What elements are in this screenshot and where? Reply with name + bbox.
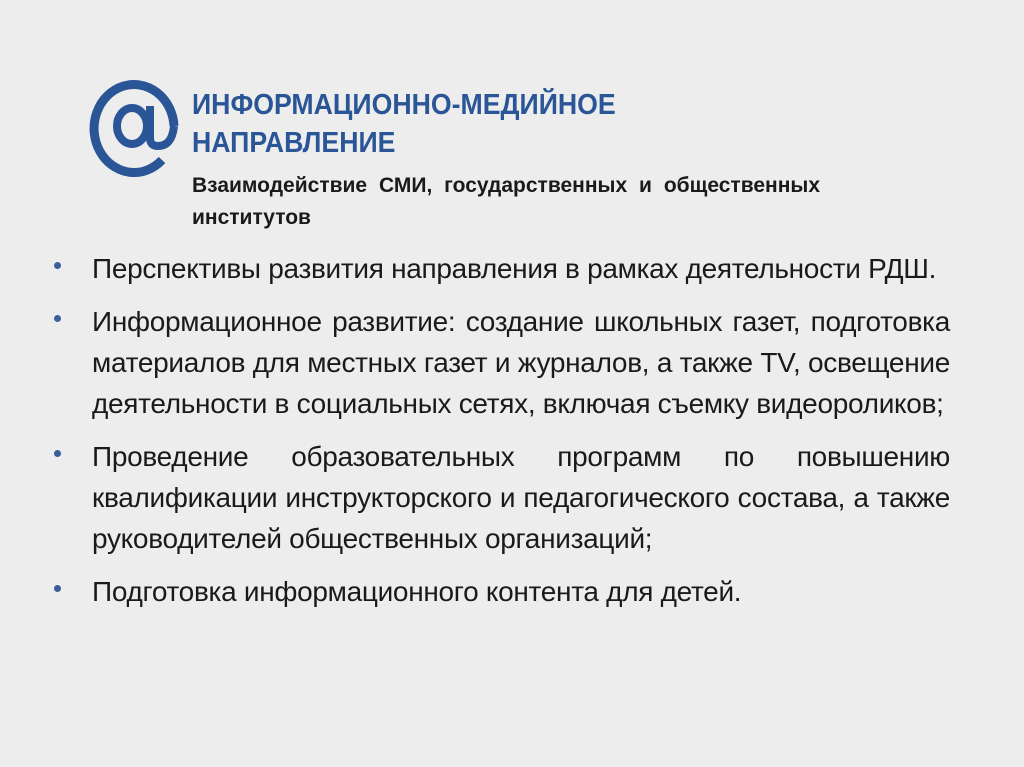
bullet-dot-icon [54, 262, 61, 269]
at-sign-icon [88, 70, 180, 178]
bullet-dot-icon [54, 315, 61, 322]
bullet-dot-icon [54, 585, 61, 592]
bullet-text: Подготовка информационного контента для детей. [92, 576, 742, 607]
list-item [50, 436, 950, 559]
header [192, 86, 832, 162]
bullet-text: Информационное развитие: создание школьных газет, подготовка материалов для местных газет и журналов, а также TV, освещение деятельности в социальных сетях, включая съемку видеороликов; [92, 306, 950, 419]
list-item [50, 301, 950, 424]
list-item [50, 248, 950, 289]
list-item [50, 571, 950, 612]
bullet-dot-icon [54, 450, 61, 457]
bullet-list [50, 248, 950, 624]
title-line-1: ИНФОРМАЦИОННО-МЕДИЙНОЕ [192, 89, 616, 121]
subtitle: Взаимодействие СМИ, государственных и общественных институтов [192, 174, 820, 229]
bullet-text: Проведение образовательных программ по повышению квалификации инструкторского и педагогического состава, а также руководителей общественных организаций; [92, 441, 950, 554]
title-line-2: НАПРАВЛЕНИЕ [192, 127, 396, 159]
bullet-text: Перспективы развития направления в рамках деятельности РДШ. [92, 253, 937, 284]
